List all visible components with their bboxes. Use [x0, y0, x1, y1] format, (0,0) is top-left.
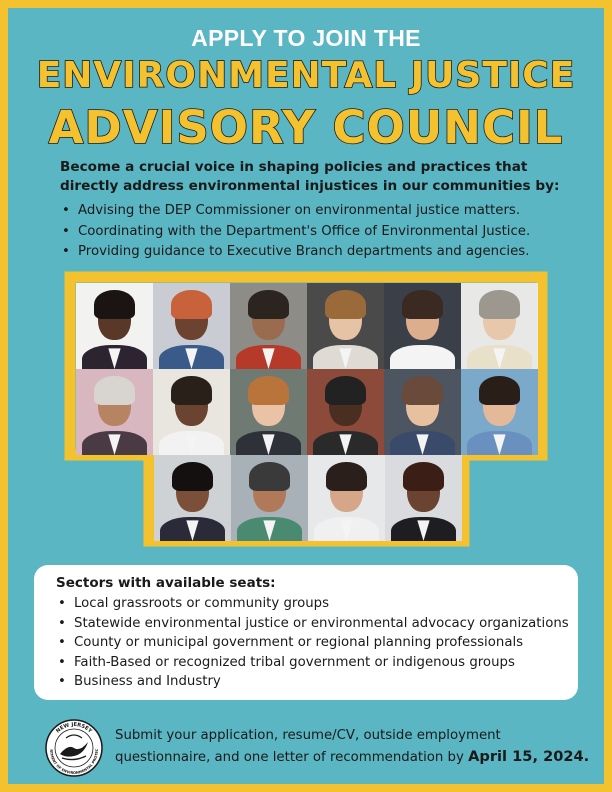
- sectors-box: [34, 565, 578, 700]
- member-photo: [384, 283, 461, 369]
- member-photo: [230, 369, 307, 455]
- member-photo: [385, 455, 462, 541]
- seal-top-text: NEW JERSEY: [55, 721, 93, 735]
- apply-heading: APPLY TO JOIN THE: [191, 25, 421, 51]
- member-photo: [384, 369, 461, 455]
- sector-item: • Business and Industry: [56, 672, 569, 692]
- sectors-title: Sectors with available seats:: [56, 575, 276, 591]
- title-line-2: ADVISORY COUNCIL: [48, 101, 564, 154]
- submit-instructions: [115, 725, 595, 768]
- member-photo: [461, 283, 538, 369]
- duty-item: • Coordinating with the Department's Office of Environmental Justice.: [60, 222, 590, 243]
- deadline-date: April 15, 2024.: [468, 748, 590, 765]
- duty-item: • Providing guidance to Executive Branch departments and agencies.: [60, 242, 590, 263]
- submit-text: Submit your application, resume/CV, outside employment questionnaire, and one letter of recommendation by: [115, 728, 501, 765]
- member-photo: [307, 283, 384, 369]
- member-photo: [461, 369, 538, 455]
- sector-item: • County or municipal government or regional planning professionals: [56, 633, 569, 653]
- member-photo: [230, 283, 307, 369]
- member-photo: [154, 455, 231, 541]
- member-photo: [307, 369, 384, 455]
- member-photo: [153, 369, 230, 455]
- member-photo: [153, 283, 230, 369]
- intro-lead: Become a crucial voice in shaping policies and practices that directly address environmental injustices in our communities by:: [60, 159, 560, 194]
- member-photo: [76, 369, 153, 455]
- sector-item: • Faith-Based or recognized tribal government or indigenous groups: [56, 653, 569, 673]
- member-photo: [308, 455, 385, 541]
- member-photo: [76, 283, 153, 369]
- njdep-seal-icon: [44, 718, 104, 778]
- sector-item: • Local grassroots or community groups: [56, 594, 569, 614]
- member-photo: [231, 455, 308, 541]
- seal-side-text: RTMENT OF ENVIRONMENTAL PROTEC: [48, 748, 100, 776]
- teal-panel: [8, 8, 604, 784]
- sector-item: • Statewide environmental justice or environmental advocacy organizations: [56, 614, 569, 634]
- duty-item: • Advising the DEP Commissioner on environmental justice matters.: [60, 201, 590, 222]
- title-line-1: ENVIRONMENTAL JUSTICE: [36, 55, 576, 96]
- sector-list: [56, 594, 569, 692]
